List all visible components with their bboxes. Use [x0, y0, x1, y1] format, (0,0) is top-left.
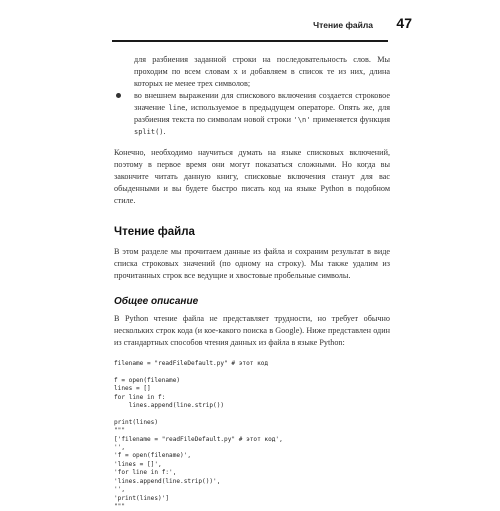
subsection-heading: Общее описание [114, 296, 199, 307]
bullet-text-4: . [163, 127, 166, 136]
list-item [114, 90, 390, 138]
list-item-continuation: для разбиения заданной строки на последовательность слов. Мы проходим по всем словам x и добавляем в список те из них, длина которых не менее трех символов; [134, 55, 390, 88]
bullet-text-3: применяется функция [310, 115, 391, 124]
inline-code-split: split() [134, 128, 164, 136]
bullet-text-1: во внешнем выражении для спискового включения создается строковое значение [134, 91, 390, 112]
section-heading: Чтение файла [114, 226, 195, 238]
inline-code-newline: '\n' [293, 116, 311, 124]
body-paragraph-2: В этом разделе мы прочитаем данные из файла и сохраним результат в виде списка строковых значений (по одному на строку). Мы также удалим из прочитанных строк все ведущие и хвостовые пробельные символы. [114, 247, 390, 280]
bullet-text-2: , используемое в предыдущем операторе. Опять же, для разбиения текста по символам новой строки [134, 103, 390, 124]
page-number: 47 [396, 15, 412, 31]
header-rule [112, 40, 388, 42]
running-header-title: Чтение файла [313, 20, 373, 30]
code-listing: filename = "readFileDefault.py" # этот код f = open(filename) lines = [] for line in f: lines.append(line.strip()) print(lines) """ ['filename = "readFileDefault.py" # этот код', '', 'f = open(filename)', 'lines = []', 'for line in f:', 'lines.append(line.strip())', '', 'print(lines)'] """ [114, 360, 283, 510]
inline-code-line: line [168, 104, 186, 112]
body-paragraph-3: В Python чтение файла не представляет трудности, но требует обычно нескольких строк кода (и кое-какого поиска в Google). Ниже представлен один из стандартных способов чтения данных из файла в языке Python: [114, 314, 390, 347]
body-paragraph-1: Конечно, необходимо научиться думать на языке списковых включений, поэтому в первое время они могут показаться сложными. Но когда вы закончите читать данную книгу, списковые включения станут для вас обыденными и вы будете быстро писать код на языке Python в подобном стиле. [114, 148, 390, 205]
bullet-icon [116, 93, 121, 98]
page-body [114, 54, 390, 511]
